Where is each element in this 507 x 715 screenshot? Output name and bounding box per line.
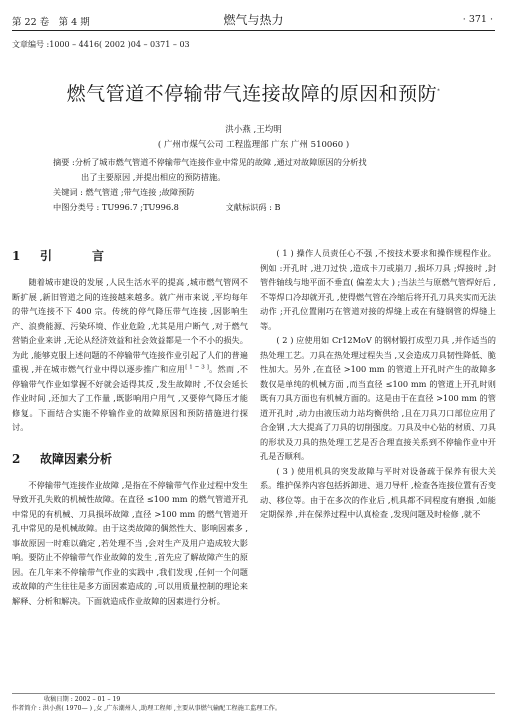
body-paragraph: ( 2 ) 应使用如 Cr12MoV 的钢材锻打成型刀具 ,并作适当的热处理工艺。刀具在热处理过程失当 ,又会造成刀具韧性降低、脆性加大。另外 ,在直径 >100 mm 的管道上开孔时产生的故障多数仅是单纯的机械方面 ,而当直径 ≤100 mm 的管道上开孔时则既有刀具方面也有机械方面的。这是由于在直径 >100 mm 的管道开孔时 ,动力由液压动力站均衡供给 ,且在刀具刀口部位应用了合金钢 ,大大提高了刀具的切削强度。刀具及中心钻的材质、刀具的形状及刀具的热处理工艺是否合理直接关系到不停输作业中开孔是否顺利。: [260, 335, 496, 461]
article-title-text: 燃气管道不停输带气连接故障的原因和预防: [66, 83, 438, 105]
paragraph-text: 。然而 ,不停输带气作业如掌握不好就会适得其反 ,发生故障时 ,不仅会延长作业时间 ,还加大了工作量 ,既影响用户用气 ,又要停气降压才能修复。下面结合实施不停输作业的故障原因和预防措施进行探讨。: [12, 364, 248, 432]
abstract-block: [53, 155, 457, 215]
section-heading: [12, 449, 248, 469]
author-bio: 作者简介 : 洪小燕( 1970— ) ,女 ,广东潮州人 ,助理工程师 ,主要从事燃气输配工程施工监理工作。: [12, 704, 282, 712]
section-number: 1: [12, 249, 21, 263]
paragraph-text: 随着城市建设的发展 ,人民生活水平的提高 ,城市燃气管网不断扩展 ,新旧管道之间的连接越来越多。就广州市来说 ,平均每年的带气连接不下 400 宗。传统的停气降压带气连接 ,因影响生产、浪费能源、污染环境、作业危险 ,尤其是用户断气 ,对于燃气营销企业来讲 ,无论从经济效益和社会效益都是一个不小的损失。为此 ,能够克服上述问题的不停输带气连接作业引起了人们的普遍重视 ,并在城市燃气行业中得以逐步推广和应用: [12, 277, 248, 374]
article-title: [20, 79, 487, 106]
title-footnote-mark: *: [437, 88, 441, 95]
journal-name: 燃气与热力: [223, 13, 284, 27]
section-title: 故障因素分析: [40, 451, 113, 466]
right-column: [260, 246, 496, 522]
journal-issue: 第 22 卷 第 4 期: [12, 17, 90, 28]
body-paragraph: ( 1 ) 操作人员责任心不强 ,不按技术要求和操作规程作业。例如 :开孔时 ,进刀过快 ,造成卡刀或崩刀 ,损坏刀具 ;焊接时 ,封管件轴线与地平面不垂直( 偏差太大 ) ;当法兰与原燃气管焊好后 ,不等焊口冷却就开孔 ,使得燃气管在冷缩后将开孔刀具夹实而无法动作 ;开孔位置刚巧在管道对接的焊缝上或在有缝钢管的焊缝上等。: [260, 248, 496, 331]
document-code: 文献标识码 : B: [225, 202, 281, 212]
author-affiliation: ( 广州市煤气公司 工程监理部 广东 广州 510060 ): [157, 140, 350, 150]
running-header: [12, 10, 495, 31]
section-title: 引 言: [40, 249, 119, 263]
footnote: [12, 693, 495, 713]
body-paragraph: 不停输带气连接作业故障 ,是指在不停输带气作业过程中发生导致开孔失败的机械性故障。在直径 ≤100 mm 的燃气管道开孔中常见的有机械、刀具损坏故障 ,直径 >100 mm 的燃气管道开孔中常见的是机械故障。由于这类故障的偶然性大、影响因素多 ,事故原因一时难以确定 ,若处理不当 ,会对生产及用户造成较大影响。要防止不停输带气作业故障的发生 ,首先应了解故障产生的原因。在几年来不停输带气作业的实践中 ,我们发现 ,任何一个问题或故障的产生往往是多方面因素造成的 ,可以用质量控制的理论来解释、分析和解决。下面就造成作业故障的因素进行分析。: [12, 479, 248, 606]
received-date: 收稿日期 : 2002 – 01 – 19: [44, 696, 121, 703]
keywords: 关键词 : 燃气管道 ;带气连接 ;故障预防: [53, 187, 195, 197]
clc-number: 中图分类号 : TU996.7 ;TU996.8: [53, 202, 179, 212]
body-paragraph: [12, 275, 248, 435]
section-heading: [12, 246, 248, 266]
section-number: 2: [12, 451, 21, 466]
body-paragraph: ( 3 ) 使用机具的突发故障与平时对设备疏于保养有很大关系。维护保养内容包括拆卸进、退刀导杆 ,检查各连接位置有否变动、移位等。由于在多次的作业后 ,机具都不同程度有磨损 ,如能定期保养 ,并在保养过程中认真检查 ,发现问题及时检修 ,就不: [260, 465, 496, 519]
abstract-line: 摘要 :分析了城市燃气管道不停输带气连接作业中常见的故障 ,通过对故障原因的分析找: [53, 157, 367, 167]
abstract-line: 出了主要原因 ,并提出相应的预防措施。: [81, 172, 226, 182]
classification-row: [53, 200, 457, 215]
article-authors: 洪小燕 ,王均明: [225, 125, 282, 135]
article-number: 文章编号 :1000 – 4416( 2002 )04 – 0371 – 03: [12, 40, 190, 49]
left-column: [12, 246, 248, 608]
citation-ref: [ 1 ~ 3 ]: [185, 364, 209, 371]
page-number: · 371 ·: [462, 14, 493, 25]
